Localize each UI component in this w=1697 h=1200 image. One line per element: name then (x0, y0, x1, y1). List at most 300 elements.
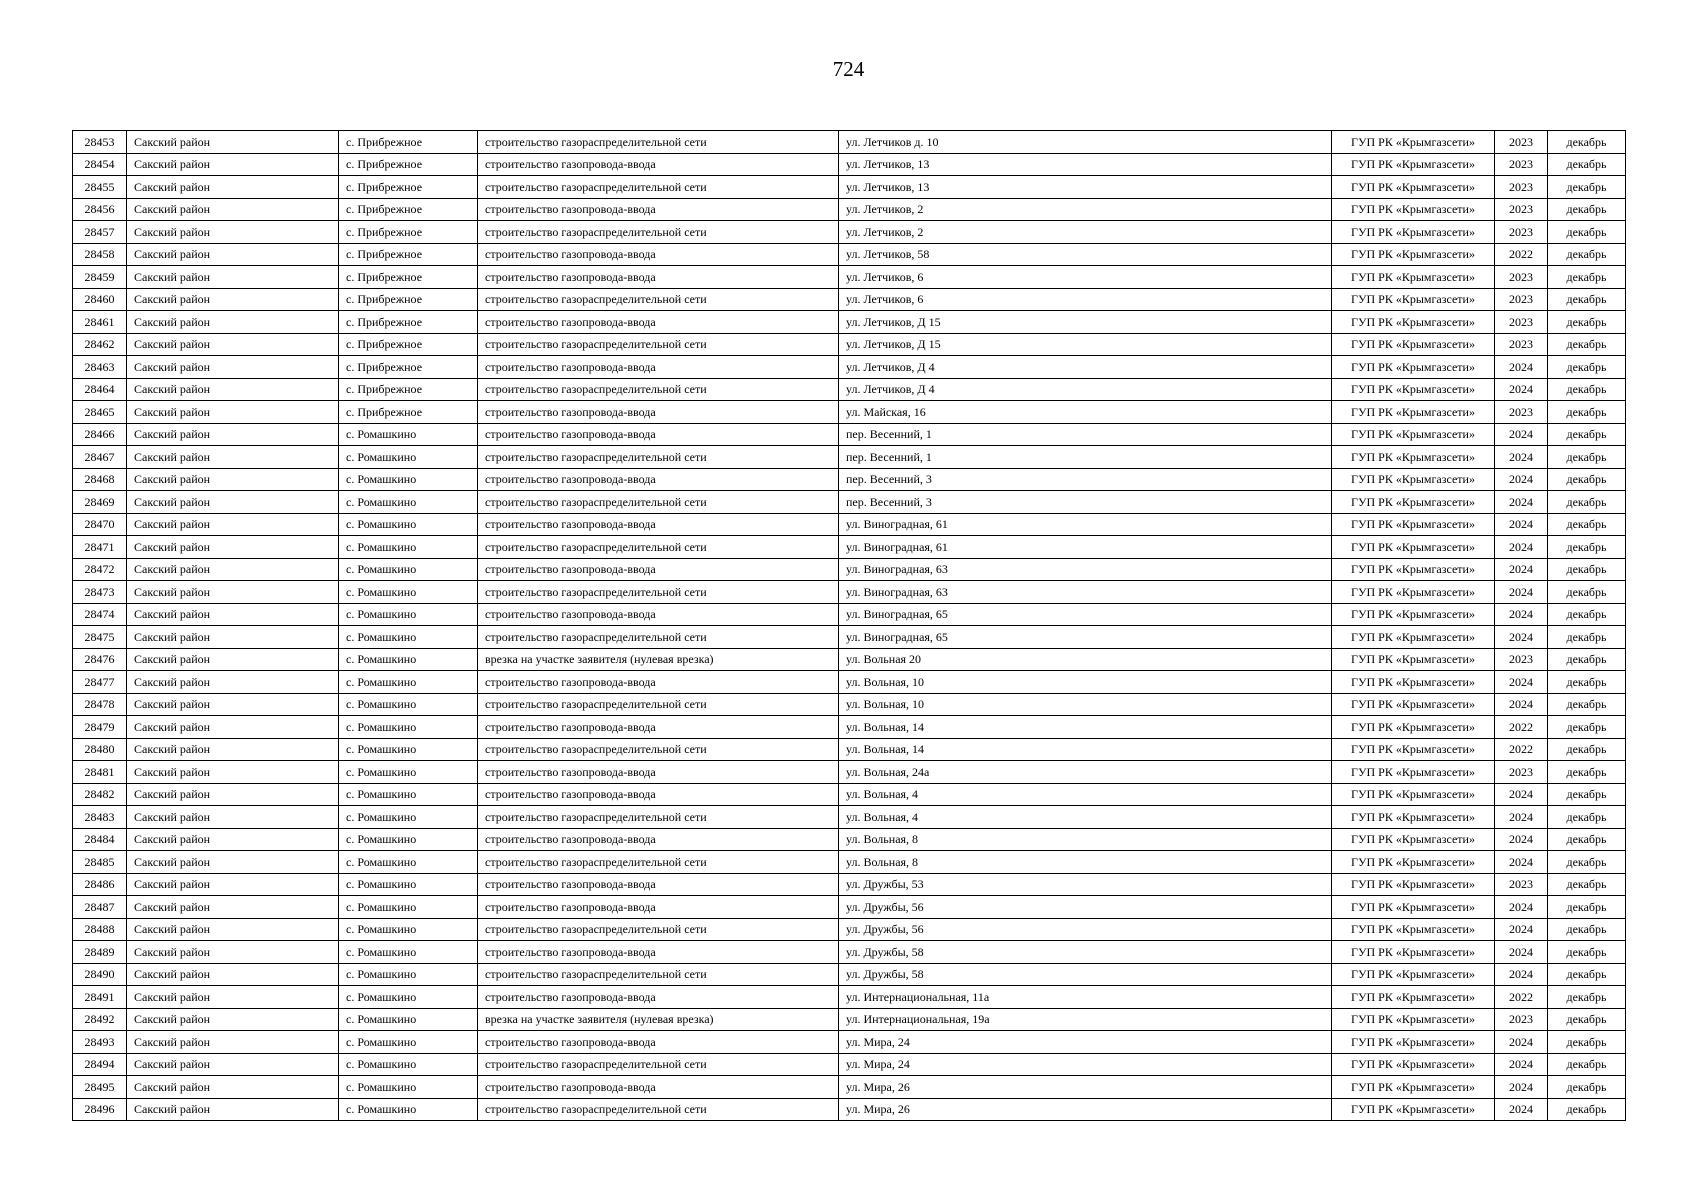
organization-cell: ГУП РК «Крымгазсети» (1332, 581, 1495, 604)
row-number-cell: 28476 (73, 648, 127, 671)
month-cell: декабрь (1548, 221, 1626, 244)
table-row (73, 176, 1626, 199)
year-cell: 2024 (1495, 626, 1548, 649)
table-row (73, 716, 1626, 739)
district-cell: Сакский район (127, 806, 339, 829)
work-type-cell: строительство газопровода-ввода (478, 783, 839, 806)
year-cell: 2022 (1495, 738, 1548, 761)
address-cell: ул. Вольная, 4 (839, 783, 1332, 806)
month-cell: декабрь (1548, 1076, 1626, 1099)
organization-cell: ГУП РК «Крымгазсети» (1332, 1053, 1495, 1076)
table-row (73, 266, 1626, 289)
settlement-cell: с. Прибрежное (339, 221, 478, 244)
row-number-cell: 28477 (73, 671, 127, 694)
settlement-cell: с. Прибрежное (339, 198, 478, 221)
district-cell: Сакский район (127, 266, 339, 289)
table-row (73, 1098, 1626, 1121)
organization-cell: ГУП РК «Крымгазсети» (1332, 761, 1495, 784)
address-cell: ул. Летчиков, 13 (839, 176, 1332, 199)
table-row (73, 131, 1626, 154)
district-cell: Сакский район (127, 1008, 339, 1031)
month-cell: декабрь (1548, 581, 1626, 604)
address-cell: ул. Летчиков, Д 4 (839, 356, 1332, 379)
organization-cell: ГУП РК «Крымгазсети» (1332, 918, 1495, 941)
row-number-cell: 28484 (73, 828, 127, 851)
month-cell: декабрь (1548, 378, 1626, 401)
address-cell: ул. Летчиков, 2 (839, 221, 1332, 244)
address-cell: ул. Виноградная, 65 (839, 626, 1332, 649)
year-cell: 2024 (1495, 581, 1548, 604)
table-row (73, 311, 1626, 334)
settlement-cell: с. Ромашкино (339, 693, 478, 716)
work-type-cell: строительство газораспределительной сети (478, 1098, 839, 1121)
organization-cell: ГУП РК «Крымгазсети» (1332, 221, 1495, 244)
settlement-cell: с. Ромашкино (339, 446, 478, 469)
table-row (73, 603, 1626, 626)
month-cell: декабрь (1548, 446, 1626, 469)
settlement-cell: с. Ромашкино (339, 716, 478, 739)
year-cell: 2024 (1495, 963, 1548, 986)
row-number-cell: 28491 (73, 986, 127, 1009)
work-type-cell: строительство газопровода-ввода (478, 761, 839, 784)
year-cell: 2024 (1495, 378, 1548, 401)
district-cell: Сакский район (127, 761, 339, 784)
district-cell: Сакский район (127, 603, 339, 626)
year-cell: 2024 (1495, 356, 1548, 379)
settlement-cell: с. Прибрежное (339, 333, 478, 356)
month-cell: декабрь (1548, 1031, 1626, 1054)
month-cell: декабрь (1548, 1053, 1626, 1076)
district-cell: Сакский район (127, 738, 339, 761)
organization-cell: ГУП РК «Крымгазсети» (1332, 1098, 1495, 1121)
organization-cell: ГУП РК «Крымгазсети» (1332, 783, 1495, 806)
district-cell: Сакский район (127, 963, 339, 986)
month-cell: декабрь (1548, 738, 1626, 761)
work-type-cell: строительство газопровода-ввода (478, 896, 839, 919)
work-type-cell: строительство газопровода-ввода (478, 558, 839, 581)
table-row (73, 558, 1626, 581)
work-type-cell: строительство газопровода-ввода (478, 468, 839, 491)
district-cell: Сакский район (127, 1076, 339, 1099)
organization-cell: ГУП РК «Крымгазсети» (1332, 513, 1495, 536)
district-cell: Сакский район (127, 243, 339, 266)
year-cell: 2024 (1495, 896, 1548, 919)
row-number-cell: 28460 (73, 288, 127, 311)
work-type-cell: строительство газораспределительной сети (478, 693, 839, 716)
month-cell: декабрь (1548, 131, 1626, 154)
address-cell: ул. Интернациональная, 11а (839, 986, 1332, 1009)
address-cell: ул. Летчиков, 6 (839, 288, 1332, 311)
gasification-table (72, 130, 1626, 1121)
district-cell: Сакский район (127, 918, 339, 941)
work-type-cell: строительство газораспределительной сети (478, 626, 839, 649)
district-cell: Сакский район (127, 693, 339, 716)
table-row (73, 356, 1626, 379)
table-row (73, 738, 1626, 761)
district-cell: Сакский район (127, 513, 339, 536)
settlement-cell: с. Ромашкино (339, 491, 478, 514)
row-number-cell: 28475 (73, 626, 127, 649)
settlement-cell: с. Прибрежное (339, 311, 478, 334)
settlement-cell: с. Ромашкино (339, 918, 478, 941)
month-cell: декабрь (1548, 828, 1626, 851)
settlement-cell: с. Ромашкино (339, 806, 478, 829)
address-cell: ул. Вольная, 14 (839, 716, 1332, 739)
month-cell: декабрь (1548, 333, 1626, 356)
table-row (73, 648, 1626, 671)
settlement-cell: с. Ромашкино (339, 986, 478, 1009)
organization-cell: ГУП РК «Крымгазсети» (1332, 1008, 1495, 1031)
table-row (73, 378, 1626, 401)
organization-cell: ГУП РК «Крымгазсети» (1332, 963, 1495, 986)
work-type-cell: строительство газопровода-ввода (478, 873, 839, 896)
district-cell: Сакский район (127, 221, 339, 244)
row-number-cell: 28488 (73, 918, 127, 941)
address-cell: пер. Весенний, 3 (839, 491, 1332, 514)
table-row (73, 671, 1626, 694)
settlement-cell: с. Ромашкино (339, 671, 478, 694)
row-number-cell: 28465 (73, 401, 127, 424)
work-type-cell: строительство газопровода-ввода (478, 198, 839, 221)
organization-cell: ГУП РК «Крымгазсети» (1332, 176, 1495, 199)
address-cell: ул. Летчиков, Д 4 (839, 378, 1332, 401)
organization-cell: ГУП РК «Крымгазсети» (1332, 671, 1495, 694)
organization-cell: ГУП РК «Крымгазсети» (1332, 738, 1495, 761)
work-type-cell: строительство газораспределительной сети (478, 491, 839, 514)
address-cell: ул. Вольная, 8 (839, 851, 1332, 874)
year-cell: 2024 (1495, 671, 1548, 694)
row-number-cell: 28482 (73, 783, 127, 806)
year-cell: 2024 (1495, 558, 1548, 581)
year-cell: 2024 (1495, 491, 1548, 514)
address-cell: ул. Мира, 24 (839, 1053, 1332, 1076)
work-type-cell: строительство газораспределительной сети (478, 806, 839, 829)
work-type-cell: врезка на участке заявителя (нулевая врезка) (478, 648, 839, 671)
work-type-cell: строительство газораспределительной сети (478, 288, 839, 311)
organization-cell: ГУП РК «Крымгазсети» (1332, 828, 1495, 851)
year-cell: 2023 (1495, 266, 1548, 289)
settlement-cell: с. Прибрежное (339, 378, 478, 401)
district-cell: Сакский район (127, 333, 339, 356)
settlement-cell: с. Ромашкино (339, 536, 478, 559)
settlement-cell: с. Ромашкино (339, 941, 478, 964)
work-type-cell: строительство газораспределительной сети (478, 581, 839, 604)
settlement-cell: с. Ромашкино (339, 513, 478, 536)
organization-cell: ГУП РК «Крымгазсети» (1332, 1031, 1495, 1054)
district-cell: Сакский район (127, 626, 339, 649)
organization-cell: ГУП РК «Крымгазсети» (1332, 873, 1495, 896)
district-cell: Сакский район (127, 1053, 339, 1076)
month-cell: декабрь (1548, 716, 1626, 739)
work-type-cell: строительство газораспределительной сети (478, 131, 839, 154)
organization-cell: ГУП РК «Крымгазсети» (1332, 423, 1495, 446)
table-row (73, 828, 1626, 851)
row-number-cell: 28473 (73, 581, 127, 604)
table-row (73, 1053, 1626, 1076)
organization-cell: ГУП РК «Крымгазсети» (1332, 603, 1495, 626)
work-type-cell: строительство газопровода-ввода (478, 356, 839, 379)
month-cell: декабрь (1548, 851, 1626, 874)
month-cell: декабрь (1548, 266, 1626, 289)
district-cell: Сакский район (127, 873, 339, 896)
table-row (73, 513, 1626, 536)
organization-cell: ГУП РК «Крымгазсети» (1332, 693, 1495, 716)
settlement-cell: с. Прибрежное (339, 153, 478, 176)
table-row (73, 423, 1626, 446)
row-number-cell: 28492 (73, 1008, 127, 1031)
settlement-cell: с. Ромашкино (339, 468, 478, 491)
work-type-cell: строительство газораспределительной сети (478, 221, 839, 244)
year-cell: 2024 (1495, 806, 1548, 829)
work-type-cell: строительство газопровода-ввода (478, 671, 839, 694)
district-cell: Сакский район (127, 446, 339, 469)
settlement-cell: с. Ромашкино (339, 738, 478, 761)
year-cell: 2023 (1495, 153, 1548, 176)
table-row (73, 693, 1626, 716)
year-cell: 2023 (1495, 648, 1548, 671)
district-cell: Сакский район (127, 941, 339, 964)
year-cell: 2024 (1495, 1031, 1548, 1054)
address-cell: ул. Интернациональная, 19а (839, 1008, 1332, 1031)
row-number-cell: 28486 (73, 873, 127, 896)
row-number-cell: 28461 (73, 311, 127, 334)
table-row (73, 963, 1626, 986)
work-type-cell: строительство газопровода-ввода (478, 716, 839, 739)
year-cell: 2024 (1495, 918, 1548, 941)
year-cell: 2023 (1495, 288, 1548, 311)
address-cell: ул. Дружбы, 56 (839, 896, 1332, 919)
address-cell: ул. Мира, 26 (839, 1098, 1332, 1121)
address-cell: ул. Виноградная, 63 (839, 581, 1332, 604)
page-number: 724 (832, 57, 865, 81)
settlement-cell: с. Прибрежное (339, 401, 478, 424)
table-row (73, 288, 1626, 311)
district-cell: Сакский район (127, 491, 339, 514)
month-cell: декабрь (1548, 288, 1626, 311)
row-number-cell: 28494 (73, 1053, 127, 1076)
district-cell: Сакский район (127, 401, 339, 424)
year-cell: 2024 (1495, 468, 1548, 491)
address-cell: ул. Виноградная, 63 (839, 558, 1332, 581)
settlement-cell: с. Ромашкино (339, 963, 478, 986)
row-number-cell: 28493 (73, 1031, 127, 1054)
settlement-cell: с. Ромашкино (339, 1053, 478, 1076)
organization-cell: ГУП РК «Крымгазсети» (1332, 446, 1495, 469)
table-row (73, 1008, 1626, 1031)
row-number-cell: 28454 (73, 153, 127, 176)
month-cell: декабрь (1548, 491, 1626, 514)
district-cell: Сакский район (127, 896, 339, 919)
work-type-cell: строительство газораспределительной сети (478, 536, 839, 559)
organization-cell: ГУП РК «Крымгазсети» (1332, 266, 1495, 289)
month-cell: декабрь (1548, 423, 1626, 446)
organization-cell: ГУП РК «Крымгазсети» (1332, 1076, 1495, 1099)
work-type-cell: строительство газопровода-ввода (478, 243, 839, 266)
year-cell: 2024 (1495, 693, 1548, 716)
address-cell: ул. Дружбы, 53 (839, 873, 1332, 896)
organization-cell: ГУП РК «Крымгазсети» (1332, 468, 1495, 491)
settlement-cell: с. Ромашкино (339, 581, 478, 604)
table-row (73, 581, 1626, 604)
address-cell: ул. Вольная, 24а (839, 761, 1332, 784)
settlement-cell: с. Ромашкино (339, 648, 478, 671)
work-type-cell: строительство газопровода-ввода (478, 423, 839, 446)
organization-cell: ГУП РК «Крымгазсети» (1332, 198, 1495, 221)
district-cell: Сакский район (127, 986, 339, 1009)
year-cell: 2024 (1495, 423, 1548, 446)
month-cell: декабрь (1548, 536, 1626, 559)
year-cell: 2023 (1495, 311, 1548, 334)
month-cell: декабрь (1548, 356, 1626, 379)
year-cell: 2023 (1495, 1008, 1548, 1031)
work-type-cell: строительство газораспределительной сети (478, 918, 839, 941)
work-type-cell: строительство газораспределительной сети (478, 176, 839, 199)
address-cell: ул. Виноградная, 65 (839, 603, 1332, 626)
row-number-cell: 28472 (73, 558, 127, 581)
month-cell: декабрь (1548, 806, 1626, 829)
address-cell: пер. Весенний, 1 (839, 423, 1332, 446)
year-cell: 2022 (1495, 243, 1548, 266)
year-cell: 2024 (1495, 851, 1548, 874)
address-cell: ул. Дружбы, 56 (839, 918, 1332, 941)
organization-cell: ГУП РК «Крымгазсети» (1332, 626, 1495, 649)
table-row (73, 333, 1626, 356)
district-cell: Сакский район (127, 1098, 339, 1121)
table-row (73, 401, 1626, 424)
year-cell: 2023 (1495, 176, 1548, 199)
year-cell: 2024 (1495, 1076, 1548, 1099)
organization-cell: ГУП РК «Крымгазсети» (1332, 131, 1495, 154)
month-cell: декабрь (1548, 311, 1626, 334)
organization-cell: ГУП РК «Крымгазсети» (1332, 288, 1495, 311)
work-type-cell: строительство газораспределительной сети (478, 378, 839, 401)
settlement-cell: с. Ромашкино (339, 761, 478, 784)
row-number-cell: 28463 (73, 356, 127, 379)
work-type-cell: строительство газопровода-ввода (478, 311, 839, 334)
district-cell: Сакский район (127, 198, 339, 221)
address-cell: ул. Летчиков, 58 (839, 243, 1332, 266)
address-cell: ул. Вольная, 14 (839, 738, 1332, 761)
organization-cell: ГУП РК «Крымгазсети» (1332, 356, 1495, 379)
district-cell: Сакский район (127, 378, 339, 401)
district-cell: Сакский район (127, 828, 339, 851)
settlement-cell: с. Ромашкино (339, 558, 478, 581)
table-row (73, 851, 1626, 874)
row-number-cell: 28487 (73, 896, 127, 919)
district-cell: Сакский район (127, 851, 339, 874)
year-cell: 2023 (1495, 401, 1548, 424)
district-cell: Сакский район (127, 153, 339, 176)
table-row (73, 626, 1626, 649)
organization-cell: ГУП РК «Крымгазсети» (1332, 378, 1495, 401)
row-number-cell: 28489 (73, 941, 127, 964)
year-cell: 2022 (1495, 986, 1548, 1009)
month-cell: декабрь (1548, 401, 1626, 424)
settlement-cell: с. Прибрежное (339, 356, 478, 379)
table-row (73, 536, 1626, 559)
table-row (73, 986, 1626, 1009)
district-cell: Сакский район (127, 783, 339, 806)
row-number-cell: 28464 (73, 378, 127, 401)
district-cell: Сакский район (127, 671, 339, 694)
table-row (73, 783, 1626, 806)
district-cell: Сакский район (127, 468, 339, 491)
organization-cell: ГУП РК «Крымгазсети» (1332, 806, 1495, 829)
settlement-cell: с. Ромашкино (339, 873, 478, 896)
row-number-cell: 28458 (73, 243, 127, 266)
year-cell: 2024 (1495, 1053, 1548, 1076)
month-cell: декабрь (1548, 761, 1626, 784)
work-type-cell: строительство газопровода-ввода (478, 986, 839, 1009)
year-cell: 2024 (1495, 828, 1548, 851)
year-cell: 2023 (1495, 761, 1548, 784)
district-cell: Сакский район (127, 131, 339, 154)
settlement-cell: с. Ромашкино (339, 626, 478, 649)
work-type-cell: строительство газораспределительной сети (478, 963, 839, 986)
district-cell: Сакский район (127, 423, 339, 446)
row-number-cell: 28471 (73, 536, 127, 559)
month-cell: декабрь (1548, 873, 1626, 896)
address-cell: ул. Дружбы, 58 (839, 941, 1332, 964)
row-number-cell: 28495 (73, 1076, 127, 1099)
year-cell: 2024 (1495, 536, 1548, 559)
settlement-cell: с. Прибрежное (339, 176, 478, 199)
year-cell: 2024 (1495, 1098, 1548, 1121)
settlement-cell: с. Ромашкино (339, 828, 478, 851)
month-cell: декабрь (1548, 198, 1626, 221)
organization-cell: ГУП РК «Крымгазсети» (1332, 648, 1495, 671)
year-cell: 2024 (1495, 603, 1548, 626)
district-cell: Сакский район (127, 288, 339, 311)
work-type-cell: строительство газопровода-ввода (478, 153, 839, 176)
table-row (73, 446, 1626, 469)
month-cell: декабрь (1548, 243, 1626, 266)
address-cell: ул. Мира, 24 (839, 1031, 1332, 1054)
address-cell: ул. Вольная, 10 (839, 671, 1332, 694)
work-type-cell: строительство газопровода-ввода (478, 941, 839, 964)
month-cell: декабрь (1548, 1098, 1626, 1121)
address-cell: ул. Вольная, 8 (839, 828, 1332, 851)
year-cell: 2023 (1495, 333, 1548, 356)
row-number-cell: 28481 (73, 761, 127, 784)
address-cell: пер. Весенний, 3 (839, 468, 1332, 491)
year-cell: 2023 (1495, 198, 1548, 221)
table-row (73, 941, 1626, 964)
settlement-cell: с. Прибрежное (339, 243, 478, 266)
row-number-cell: 28457 (73, 221, 127, 244)
year-cell: 2024 (1495, 941, 1548, 964)
year-cell: 2024 (1495, 446, 1548, 469)
year-cell: 2024 (1495, 513, 1548, 536)
row-number-cell: 28483 (73, 806, 127, 829)
address-cell: пер. Весенний, 1 (839, 446, 1332, 469)
work-type-cell: строительство газопровода-ввода (478, 401, 839, 424)
month-cell: декабрь (1548, 468, 1626, 491)
address-cell: ул. Дружбы, 58 (839, 963, 1332, 986)
address-cell: ул. Мира, 26 (839, 1076, 1332, 1099)
table-row (73, 153, 1626, 176)
district-cell: Сакский район (127, 311, 339, 334)
month-cell: декабрь (1548, 918, 1626, 941)
district-cell: Сакский район (127, 356, 339, 379)
month-cell: декабрь (1548, 671, 1626, 694)
month-cell: декабрь (1548, 176, 1626, 199)
month-cell: декабрь (1548, 1008, 1626, 1031)
month-cell: декабрь (1548, 558, 1626, 581)
row-number-cell: 28462 (73, 333, 127, 356)
settlement-cell: с. Ромашкино (339, 851, 478, 874)
table-row (73, 761, 1626, 784)
